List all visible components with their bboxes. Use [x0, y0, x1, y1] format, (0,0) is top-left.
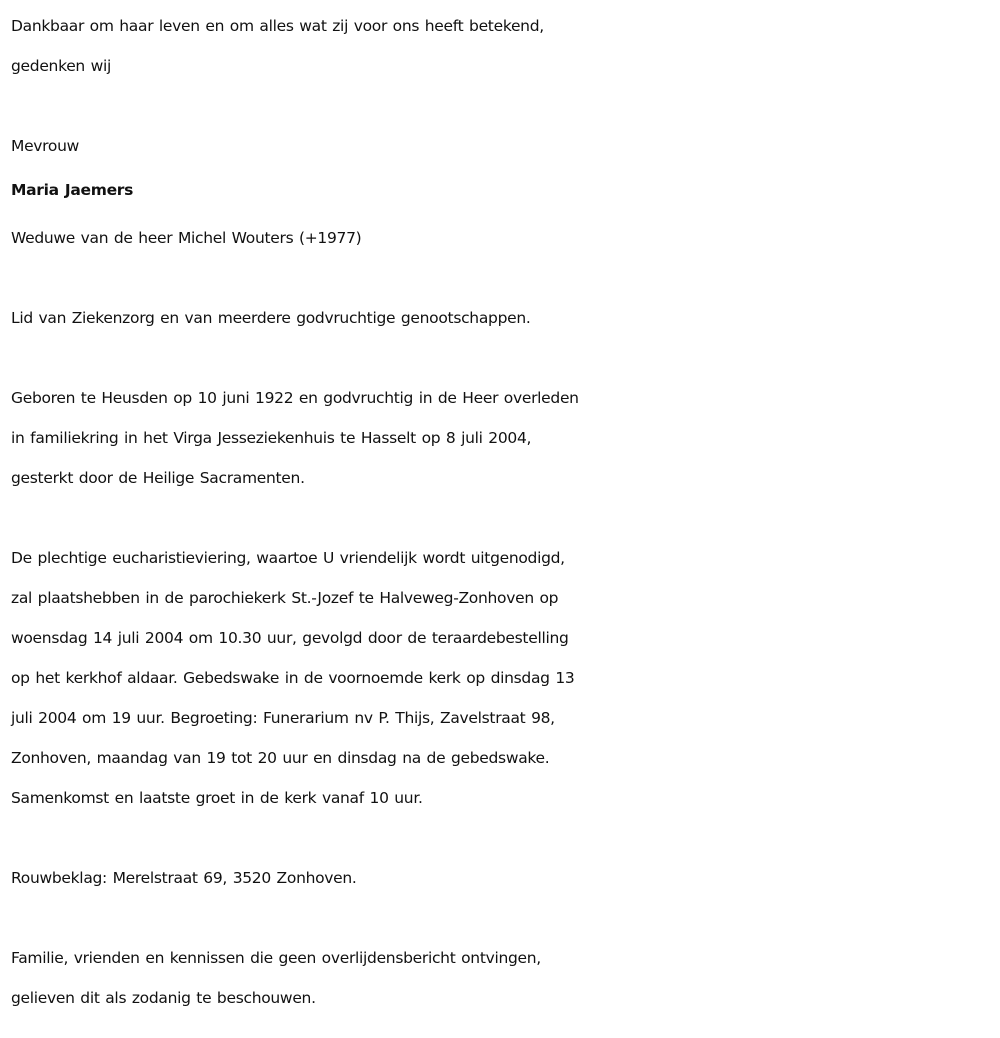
text-line: gesterkt door de Heilige Sacramenten. — [11, 469, 305, 487]
relation-line: Weduwe van de heer Michel Wouters (+1977) — [11, 229, 362, 247]
text-line: Familie, vrienden en kennissen die geen overlijdensbericht ontvingen, — [11, 949, 541, 967]
spacer — [11, 898, 996, 938]
obituary-notice — [11, 0, 996, 1018]
intro-line: gedenken wij — [11, 57, 111, 75]
text-line: juli 2004 om 19 uur. Begroeting: Funerarium nv P. Thijs, Zavelstraat 98, — [11, 709, 555, 727]
text-line: op het kerkhof aldaar. Gebedswake in de voornoemde kerk op dinsdag 13 — [11, 669, 575, 687]
spacer — [11, 86, 996, 126]
spacer — [11, 338, 996, 378]
text-line: Samenkomst en laatste groet in de kerk vanaf 10 uur. — [11, 789, 423, 807]
condolence-address: Rouwbeklag: Merelstraat 69, 3520 Zonhoven. — [11, 869, 357, 887]
text-line: Zonhoven, maandag van 19 tot 20 uur en dinsdag na de gebedswake. — [11, 749, 550, 767]
spacer — [11, 258, 996, 298]
membership-line: Lid van Ziekenzorg en van meerdere godvruchtige genootschappen. — [11, 309, 531, 327]
closing-paragraph — [11, 938, 996, 1018]
text-line: Geboren te Heusden op 10 juni 1922 en godvruchtig in de Heer overleden — [11, 389, 579, 407]
spacer — [11, 498, 996, 538]
intro-line: Dankbaar om haar leven en om alles wat zij voor ons heeft betekend, — [11, 17, 544, 35]
ceremony-paragraph — [11, 538, 996, 818]
intro-paragraph — [11, 6, 996, 86]
deceased-name: Maria Jaemers — [11, 181, 134, 199]
birth-death-paragraph — [11, 378, 996, 498]
text-line: gelieven dit als zodanig te beschouwen. — [11, 989, 316, 1007]
text-line: woensdag 14 juli 2004 om 10.30 uur, gevolgd door de teraardebestelling — [11, 629, 569, 647]
text-line: in familiekring in het Virga Jesseziekenhuis te Hasselt op 8 juli 2004, — [11, 429, 532, 447]
spacer — [11, 818, 996, 858]
text-line: zal plaatshebben in de parochiekerk St.-Jozef te Halveweg-Zonhoven op — [11, 589, 559, 607]
text-line: De plechtige eucharistieviering, waartoe U vriendelijk wordt uitgenodigd, — [11, 549, 565, 567]
honorific: Mevrouw — [11, 137, 79, 155]
